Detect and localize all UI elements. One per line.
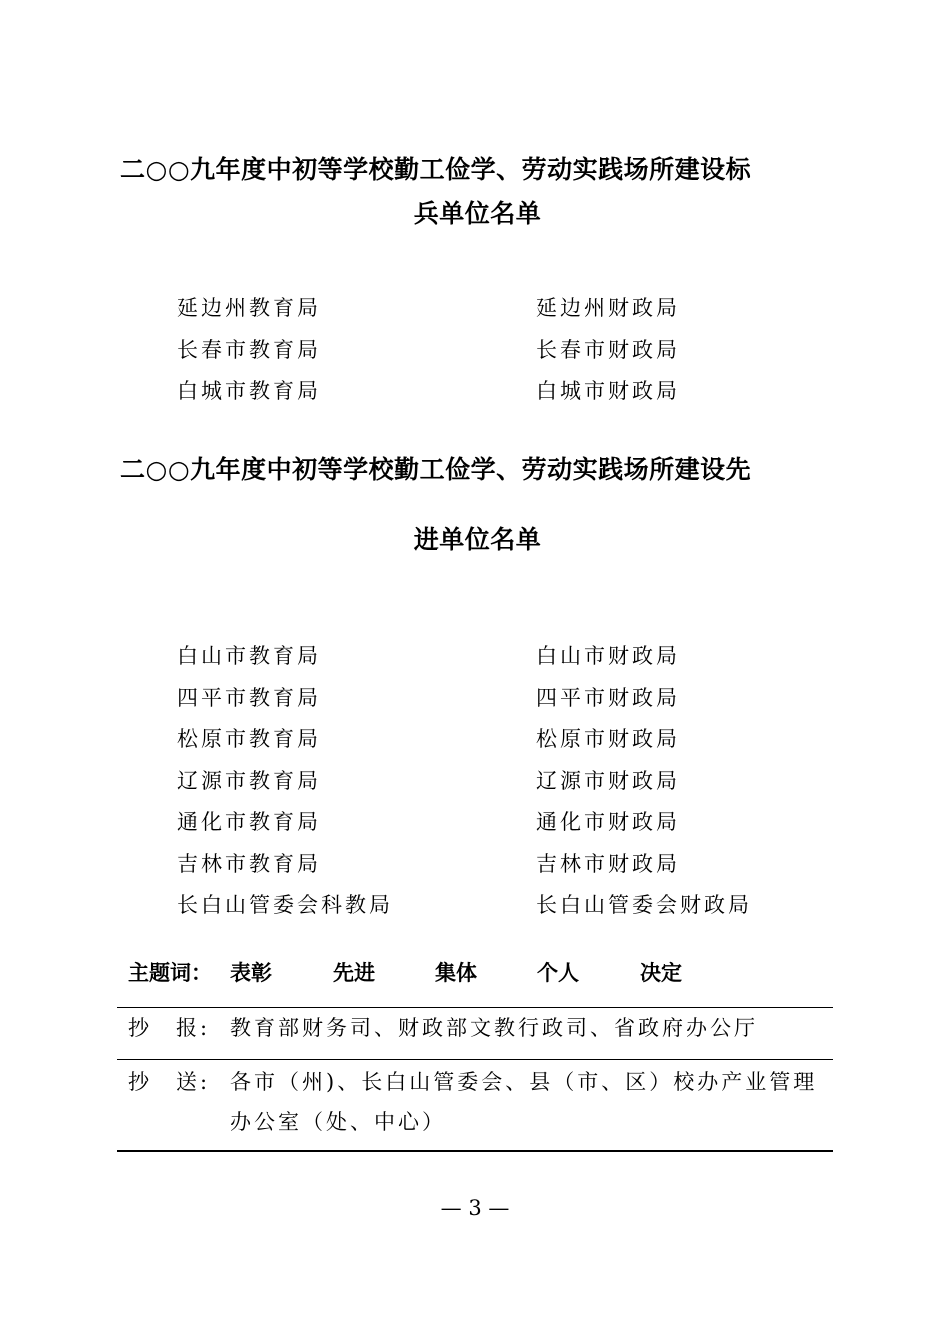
list-item — [177, 844, 837, 886]
cc-report — [128, 1008, 833, 1058]
keywords-label: 主题词： — [128, 961, 212, 985]
title-line-1: 二○○九年度中初等学校勤工俭学、劳动实践场所建设先 — [120, 455, 752, 484]
education-bureau: 长春市教育局 — [177, 337, 321, 362]
education-bureau: 辽源市教育局 — [177, 768, 321, 793]
finance-bureau: 松原市财政局 — [536, 727, 680, 751]
finance-bureau: 吉林市财政局 — [536, 851, 680, 876]
list-item — [177, 288, 837, 330]
education-bureau: 白山市教育局 — [177, 644, 321, 668]
cc-send-label: 抄 送: — [128, 1070, 211, 1094]
cc-send-recipients: 各市（州)、长白山管委会、县（市、区）校办产业管理办公室（处、中心） — [230, 1070, 818, 1134]
finance-bureau: 长白山管委会财政局 — [536, 893, 752, 917]
list-item — [177, 761, 837, 803]
list-item — [177, 885, 837, 927]
title-line-2: 进单位名单 — [413, 525, 542, 554]
title-line-2: 兵单位名单 — [413, 199, 542, 228]
education-bureau: 延边州教育局 — [177, 296, 321, 320]
education-bureau: 白城市教育局 — [177, 379, 321, 403]
advanced-units-list — [177, 636, 837, 927]
award-title-advanced-units — [120, 448, 835, 562]
award-title-standard-units — [120, 148, 835, 236]
finance-bureau: 白山市财政局 — [536, 644, 680, 668]
standard-units-list — [177, 288, 837, 413]
list-item — [177, 802, 837, 844]
finance-bureau: 白城市财政局 — [536, 379, 680, 403]
education-bureau: 四平市教育局 — [177, 685, 321, 710]
finance-bureau: 延边州财政局 — [536, 296, 680, 320]
list-item — [177, 678, 837, 720]
keyword: 决定 — [640, 961, 682, 985]
list-item — [177, 371, 837, 413]
divider — [117, 1059, 833, 1060]
cc-report-label: 抄 报: — [128, 1016, 211, 1040]
finance-bureau: 通化市财政局 — [536, 810, 680, 834]
list-item — [177, 330, 837, 372]
list-item — [177, 719, 837, 761]
keyword: 先进 — [333, 961, 375, 985]
keyword: 个人 — [537, 961, 579, 985]
cc-send — [128, 1062, 833, 1147]
education-bureau: 通化市教育局 — [177, 810, 321, 834]
finance-bureau: 四平市财政局 — [536, 685, 680, 710]
page-number: — 3 — — [440, 1196, 510, 1220]
title-line-1: 二○○九年度中初等学校勤工俭学、劳动实践场所建设标 — [120, 155, 752, 184]
education-bureau: 长白山管委会科教局 — [177, 893, 393, 917]
education-bureau: 松原市教育局 — [177, 727, 321, 751]
finance-bureau: 长春市财政局 — [536, 337, 680, 362]
education-bureau: 吉林市教育局 — [177, 851, 321, 876]
finance-bureau: 辽源市财政局 — [536, 768, 680, 793]
cc-report-recipients: 教育部财务司、财政部文教行政司、省政府办公厅 — [230, 1016, 758, 1040]
keyword: 集体 — [435, 961, 477, 985]
keyword: 表彰 — [230, 961, 272, 985]
list-item — [177, 636, 837, 678]
divider — [117, 1150, 833, 1152]
subject-keywords — [128, 953, 828, 993]
